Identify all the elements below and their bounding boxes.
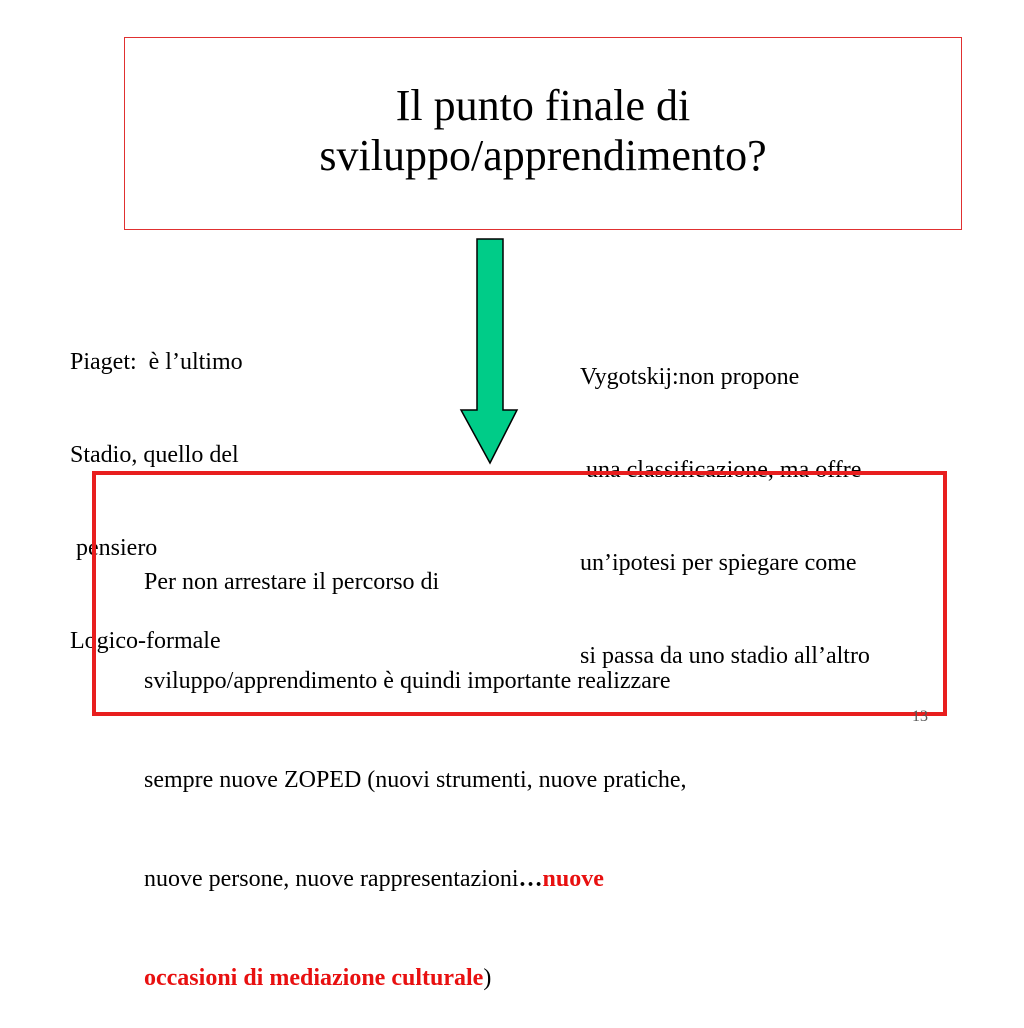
piaget-line: Piaget: è l’ultimo <box>70 349 243 375</box>
title-line-2: sviluppo/apprendimento? <box>319 130 767 180</box>
conclusion-line <box>144 863 687 896</box>
slide-number: 13 <box>912 708 928 725</box>
vygotskij-line: un’ipotesi per spiegare come <box>580 550 857 576</box>
conclusion-plain-text: nuove persone, nuove rappresentazioni <box>144 866 519 892</box>
conclusion-emphasis: occasioni di mediazione culturale <box>144 965 484 991</box>
conclusion-ellipsis: … <box>518 866 543 892</box>
piaget-line: Logico-formale <box>70 628 221 654</box>
title-line-1: Il punto finale di <box>395 80 691 130</box>
conclusion-line <box>144 962 687 995</box>
conclusion-line: Per non arrestare il percorso di <box>144 569 440 595</box>
piaget-line: pensiero <box>70 535 158 561</box>
conclusion-line: sviluppo/apprendimento è quindi importante realizzare <box>144 668 671 694</box>
slide-title <box>319 81 766 181</box>
down-arrow-icon <box>458 236 520 466</box>
vygotskij-line: Vygotskij:non propone <box>580 364 800 390</box>
conclusion-text <box>144 500 687 1028</box>
conclusion-line: sempre nuove ZOPED (nuovi strumenti, nuove pratiche, <box>144 767 687 793</box>
title-box <box>124 37 962 230</box>
vygotskij-line: una classificazione, ma offre <box>580 457 862 483</box>
conclusion-emphasis: nuove <box>542 866 604 892</box>
conclusion-close-paren: ) <box>483 965 492 991</box>
piaget-line: Stadio, quello del <box>70 442 239 468</box>
vygotskij-line: si passa da uno stadio all’altro <box>580 643 870 669</box>
